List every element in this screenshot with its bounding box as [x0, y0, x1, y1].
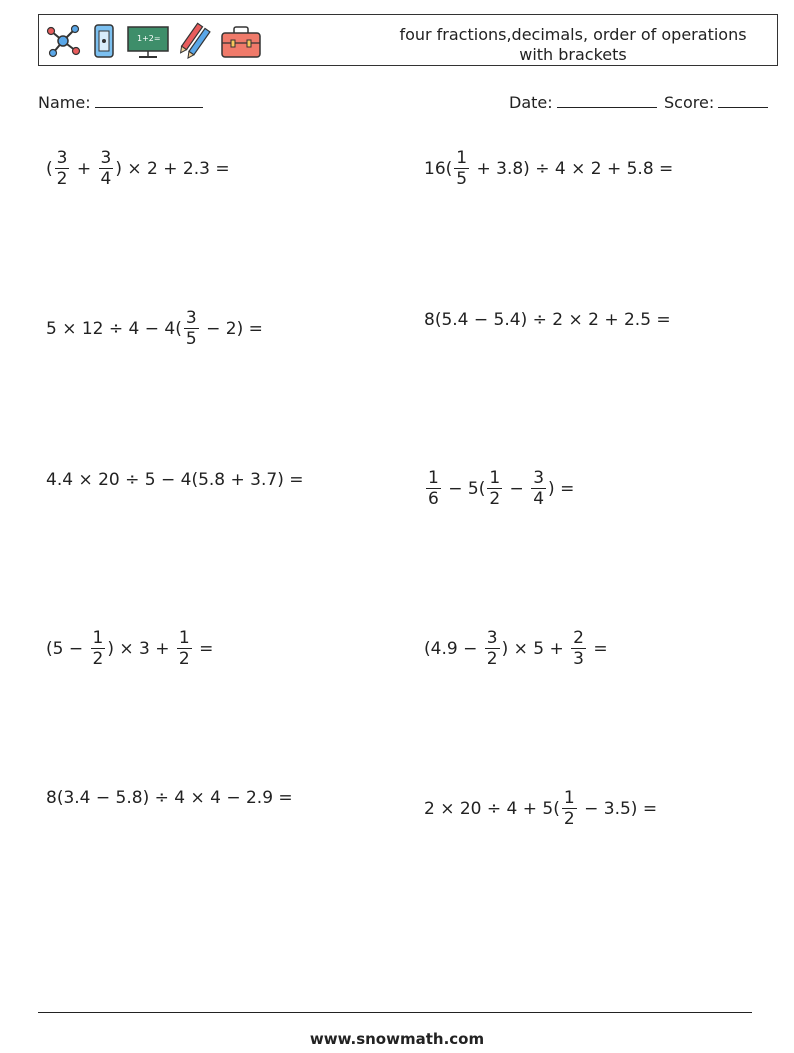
date-field[interactable] — [509, 93, 657, 112]
footer-site-link[interactable]: www.snowmath.com — [309, 1030, 485, 1048]
problem-text: ) × 3 + — [107, 638, 175, 659]
fraction — [184, 308, 199, 349]
numerator: 2 — [573, 628, 584, 648]
fraction — [531, 468, 546, 509]
problem-9 — [46, 788, 293, 808]
numerator: 1 — [92, 628, 104, 648]
date-blank[interactable] — [557, 93, 657, 108]
problem-text: − 2) = — [200, 318, 263, 339]
problem-text: + — [71, 158, 97, 179]
fraction — [426, 468, 441, 509]
problem-text: 8(5.4 − 5.4) ÷ 2 × 2 + 2.5 = — [424, 310, 671, 330]
problem-5 — [46, 470, 304, 490]
fraction — [55, 148, 70, 189]
chalkboard-icon — [125, 21, 171, 61]
fraction — [562, 788, 577, 829]
fraction — [454, 148, 469, 189]
denominator: 2 — [563, 809, 575, 829]
title-line-2: with brackets — [519, 45, 627, 64]
svg-text:1+2=: 1+2= — [137, 34, 161, 43]
fraction — [99, 148, 114, 189]
numerator: 1 — [563, 788, 575, 808]
problem-text: − — [504, 478, 530, 499]
briefcase-icon — [219, 21, 263, 61]
numerator: 1 — [489, 468, 501, 488]
denominator: 2 — [489, 489, 501, 509]
problem-text: (4.9 − — [424, 638, 483, 659]
date-label: Date: — [509, 93, 553, 112]
fraction — [487, 468, 502, 509]
problem-4 — [424, 310, 671, 330]
fraction — [177, 628, 192, 669]
problem-8 — [424, 628, 608, 669]
denominator: 5 — [456, 169, 468, 189]
denominator: 4 — [533, 489, 545, 509]
problem-text: ( — [46, 158, 53, 179]
problem-text: − 3.5) = — [578, 798, 658, 819]
problem-text: + 3.8) ÷ 4 × 2 + 5.8 = — [471, 158, 674, 179]
worksheet-title — [383, 25, 763, 65]
name-blank[interactable] — [95, 93, 203, 108]
denominator: 2 — [178, 649, 190, 669]
problem-text: 4.4 × 20 ÷ 5 − 4(5.8 + 3.7) = — [46, 470, 304, 490]
problem-2 — [424, 148, 673, 189]
numerator: 3 — [533, 468, 545, 488]
denominator: 2 — [56, 169, 68, 189]
problem-text: ) × 2 + 2.3 = — [115, 158, 230, 179]
problem-text: 5 × 12 ÷ 4 − 4( — [46, 318, 182, 339]
numerator: 1 — [456, 148, 468, 168]
pencils-icon — [177, 21, 213, 61]
denominator: 2 — [486, 649, 498, 669]
problem-7 — [46, 628, 213, 669]
score-blank[interactable] — [718, 93, 768, 108]
problem-3 — [46, 308, 263, 349]
numerator: 3 — [486, 628, 498, 648]
header-icons — [43, 19, 263, 63]
problem-text: ) = — [548, 478, 575, 499]
numerator: 3 — [56, 148, 68, 168]
problem-text: 8(3.4 − 5.8) ÷ 4 × 4 − 2.9 = — [46, 788, 293, 808]
problem-10 — [424, 788, 657, 829]
problem-text: ) × 5 + — [501, 638, 570, 659]
denominator: 6 — [428, 489, 439, 509]
denominator: 3 — [573, 649, 584, 669]
score-label: Score: — [664, 93, 715, 112]
name-label: Name: — [38, 93, 91, 112]
sharpener-icon — [89, 21, 119, 61]
title-line-1: four fractions,decimals, order of operations — [399, 25, 747, 44]
worksheet-header — [38, 14, 778, 66]
problem-text: = — [193, 638, 214, 659]
fraction — [91, 628, 106, 669]
problem-text: = — [587, 638, 608, 659]
denominator: 5 — [185, 329, 197, 349]
numerator: 3 — [185, 308, 197, 328]
name-field[interactable] — [38, 93, 203, 112]
numerator: 1 — [428, 468, 439, 488]
footer-divider — [38, 1012, 752, 1013]
fraction — [485, 628, 500, 669]
score-field[interactable] — [664, 93, 768, 112]
problem-6 — [424, 468, 574, 509]
problem-text: 16( — [424, 158, 453, 179]
molecule-icon — [43, 21, 83, 61]
problem-1 — [46, 148, 230, 189]
problem-text: 2 × 20 ÷ 4 + 5( — [424, 798, 560, 819]
numerator: 1 — [178, 628, 190, 648]
problem-text: − 5( — [442, 478, 486, 499]
numerator: 3 — [100, 148, 112, 168]
denominator: 2 — [92, 649, 104, 669]
fraction — [571, 628, 586, 669]
problem-text: (5 − — [46, 638, 89, 659]
denominator: 4 — [100, 169, 112, 189]
